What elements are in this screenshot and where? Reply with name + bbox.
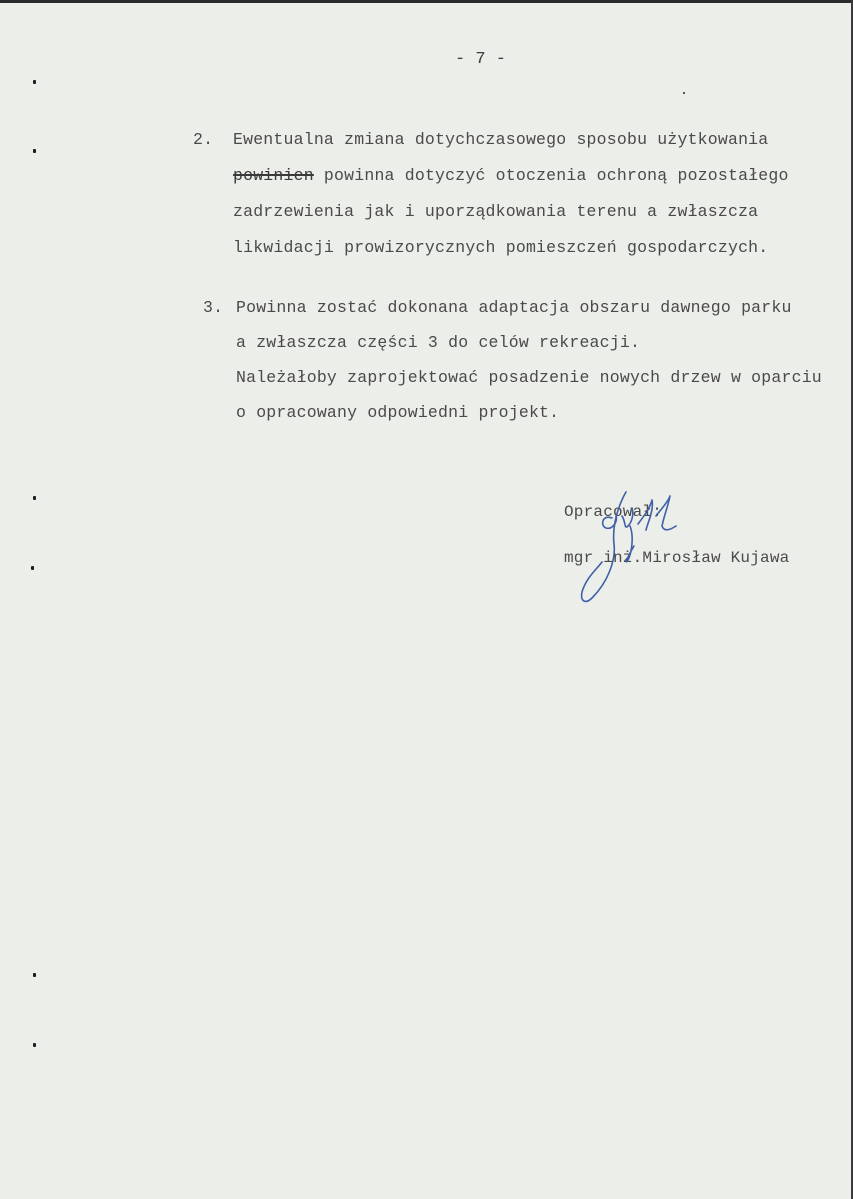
scan-speck: [683, 92, 685, 94]
point-2-line-1: Ewentualna zmiana dotychczasowego sposobu użytkowania: [233, 130, 769, 149]
binder-hole-mark: [33, 149, 36, 153]
point-2-line-4: likwidacji prowizorycznych pomieszczeń gospodarczych.: [233, 238, 769, 257]
signature-label: Opracował:: [564, 503, 663, 521]
point-2-line-3: zadrzewienia jak i uporządkowania terenu a zwłaszcza: [233, 202, 759, 221]
struck-word: powinien: [233, 166, 314, 185]
point-2-number: 2.: [193, 130, 214, 149]
binder-hole-mark: [33, 496, 36, 500]
page-number: - 7 -: [455, 50, 507, 69]
handwritten-signature: [572, 486, 712, 616]
binder-hole-mark: [33, 80, 36, 84]
point-3-line-1: Powinna zostać dokonana adaptacja obszaru dawnego parku: [236, 298, 792, 317]
point-2-line-2: powinien powinna dotyczyć otoczenia ochroną pozostałego: [233, 166, 789, 185]
binder-hole-mark: [31, 566, 34, 570]
point-3-line-4: o opracowany odpowiedni projekt.: [236, 403, 560, 422]
point-3-number: 3.: [203, 298, 224, 317]
scan-edge-top: [0, 0, 853, 3]
signature-author: mgr inż.Mirosław Kujawa: [564, 549, 790, 567]
point-3-line-2: a zwłaszcza części 3 do celów rekreacji.: [236, 333, 641, 352]
point-3-line-3: Należałoby zaprojektować posadzenie nowych drzew w oparciu: [236, 368, 822, 387]
binder-hole-mark: [33, 973, 36, 977]
binder-hole-mark: [33, 1043, 36, 1047]
